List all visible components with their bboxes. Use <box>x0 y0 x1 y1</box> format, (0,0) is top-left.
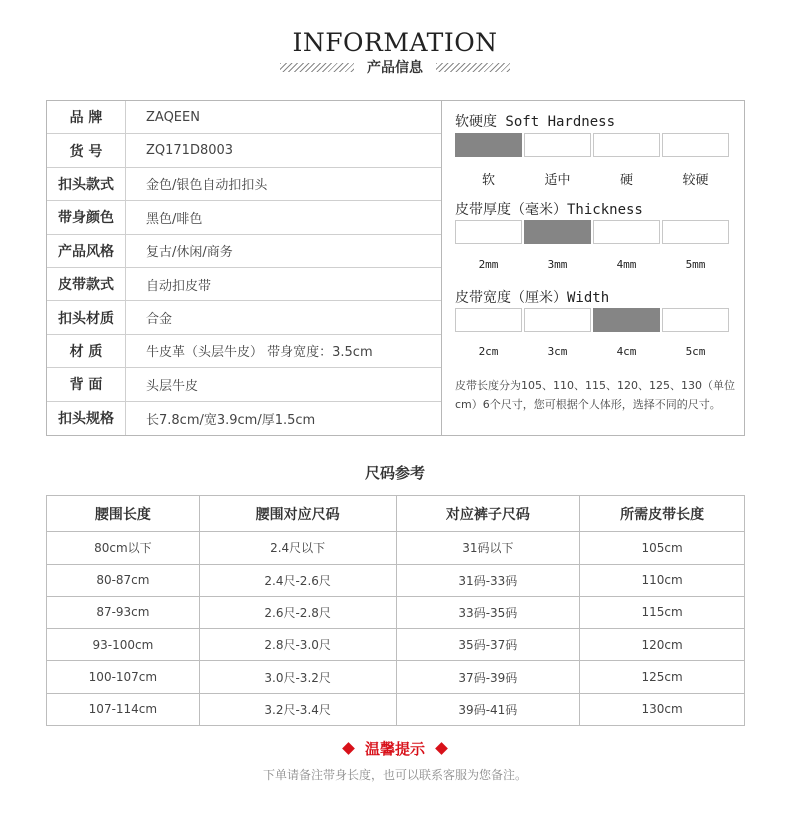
width-label: 2cm <box>478 345 499 358</box>
thickness-cell <box>593 220 660 244</box>
spec-key: 产品风格 <box>47 235 126 267</box>
table-cell: 2.4尺以下 <box>199 532 396 564</box>
table-row <box>47 629 745 661</box>
column-header: 腰围长度 <box>47 496 200 532</box>
spec-table <box>47 101 442 435</box>
column-header: 对应裤子尺码 <box>396 496 580 532</box>
spec-row <box>47 301 441 334</box>
spec-value: 长7.8cm/宽3.9cm/厚1.5cm <box>146 412 316 428</box>
hardness-cell <box>662 133 729 157</box>
thickness-label: 3mm <box>547 258 568 271</box>
width-cell <box>455 308 522 332</box>
table-cell: 39码-41码 <box>396 693 580 725</box>
width-label: 3cm <box>547 345 568 358</box>
spec-key: 品 牌 <box>47 101 126 133</box>
hardness-label: 软 <box>481 173 495 188</box>
spec-row <box>47 168 441 201</box>
spec-value: ZAQEEN <box>146 109 200 125</box>
spec-row <box>47 101 441 134</box>
spec-row <box>47 134 441 167</box>
table-cell: 100-107cm <box>47 661 200 693</box>
thickness-cell <box>455 220 522 244</box>
thickness-label: 5mm <box>685 258 706 271</box>
table-cell: 93-100cm <box>47 629 200 661</box>
table-cell: 31码-33码 <box>396 564 580 596</box>
spec-value: 金色/银色自动扣扣头 <box>146 178 268 194</box>
width-cell <box>524 308 591 332</box>
width-title: 皮带宽度（厘米）Width <box>455 290 610 306</box>
attribute-scales <box>443 101 745 435</box>
spec-row <box>47 402 441 435</box>
hardness-label: 适中 <box>544 173 571 188</box>
table-cell: 87-93cm <box>47 596 200 628</box>
hardness-label: 较硬 <box>682 173 709 188</box>
column-header: 腰围对应尺码 <box>199 496 396 532</box>
spec-key: 货 号 <box>47 134 126 166</box>
spec-key: 扣头规格 <box>47 402 126 435</box>
length-note: 皮带长度分为105、110、115、120、125、130（单位cm）6个尺寸，您可根据个人体形，选择不同的尺寸。 <box>455 379 735 411</box>
table-row <box>47 661 745 693</box>
spec-value: 复古/休闲/商务 <box>146 245 233 261</box>
table-cell: 80cm以下 <box>47 532 200 564</box>
spec-value: 头层牛皮 <box>146 378 199 394</box>
thickness-scale <box>455 220 730 244</box>
size-chart-title: 尺码参考 <box>364 464 425 482</box>
table-cell: 33码-35码 <box>396 596 580 628</box>
page-subtitle: 产品信息 <box>367 60 423 76</box>
spec-row <box>47 235 441 268</box>
hatch-decoration-left <box>280 63 354 72</box>
hardness-label: 硬 <box>619 173 633 188</box>
width-label: 5cm <box>685 345 706 358</box>
table-cell: 105cm <box>580 532 745 564</box>
table-cell: 125cm <box>580 661 745 693</box>
spec-key: 带身颜色 <box>47 201 126 233</box>
info-header <box>0 28 790 78</box>
spec-value: 牛皮革（头层牛皮） 带身宽度：3.5cm <box>146 345 373 361</box>
thickness-cell <box>662 220 729 244</box>
spec-value: 黑色/啡色 <box>146 211 203 227</box>
column-header: 所需皮带长度 <box>580 496 745 532</box>
spec-row <box>47 335 441 368</box>
table-cell: 115cm <box>580 596 745 628</box>
width-scale <box>455 308 730 332</box>
spec-value: 合金 <box>146 312 173 328</box>
tips-text: 下单请备注带身长度，也可以联系客服为您备注。 <box>262 768 527 782</box>
spec-key: 皮带款式 <box>47 268 126 300</box>
hardness-scale <box>455 133 730 157</box>
table-cell: 37码-39码 <box>396 661 580 693</box>
spec-value: 自动扣皮带 <box>146 278 212 294</box>
table-cell: 110cm <box>580 564 745 596</box>
diamond-icon <box>435 742 448 755</box>
page-title: INFORMATION <box>292 28 498 57</box>
table-cell: 107-114cm <box>47 693 200 725</box>
table-cell: 2.4尺-2.6尺 <box>199 564 396 596</box>
spec-row <box>47 201 441 234</box>
table-cell: 2.6尺-2.8尺 <box>199 596 396 628</box>
subtitle-row <box>280 58 510 78</box>
hardness-cell <box>593 133 660 157</box>
spec-key: 材 质 <box>47 335 126 367</box>
spec-row <box>47 268 441 301</box>
table-header-row <box>47 496 745 532</box>
spec-key: 扣头款式 <box>47 168 126 200</box>
table-cell: 130cm <box>580 693 745 725</box>
table-row <box>47 532 745 564</box>
table-row <box>47 596 745 628</box>
hardness-title: 软硬度 Soft Hardness <box>455 114 616 130</box>
table-cell: 3.2尺-3.4尺 <box>199 693 396 725</box>
spec-key: 背 面 <box>47 368 126 400</box>
width-label: 4cm <box>616 345 637 358</box>
spec-key: 扣头材质 <box>47 301 126 333</box>
table-cell: 31码以下 <box>396 532 580 564</box>
thickness-title: 皮带厚度（毫米）Thickness <box>455 202 643 218</box>
thickness-cell <box>524 220 591 244</box>
diamond-icon <box>342 742 355 755</box>
thickness-label: 4mm <box>616 258 637 271</box>
table-cell: 3.0尺-3.2尺 <box>199 661 396 693</box>
spec-row <box>47 368 441 401</box>
product-info-box <box>46 100 745 436</box>
table-cell: 80-87cm <box>47 564 200 596</box>
thickness-label: 2mm <box>478 258 499 271</box>
width-cell <box>662 308 729 332</box>
hatch-decoration-right <box>436 63 510 72</box>
table-cell: 120cm <box>580 629 745 661</box>
tips-title: 温馨提示 <box>364 740 425 758</box>
tips-header <box>0 738 790 760</box>
width-cell <box>593 308 660 332</box>
spec-value: ZQ171D8003 <box>146 143 234 159</box>
table-cell: 2.8尺-3.0尺 <box>199 629 396 661</box>
table-row <box>47 693 745 725</box>
hardness-cell <box>455 133 522 157</box>
size-chart-table <box>46 495 745 726</box>
hardness-cell <box>524 133 591 157</box>
table-row <box>47 564 745 596</box>
table-cell: 35码-37码 <box>396 629 580 661</box>
